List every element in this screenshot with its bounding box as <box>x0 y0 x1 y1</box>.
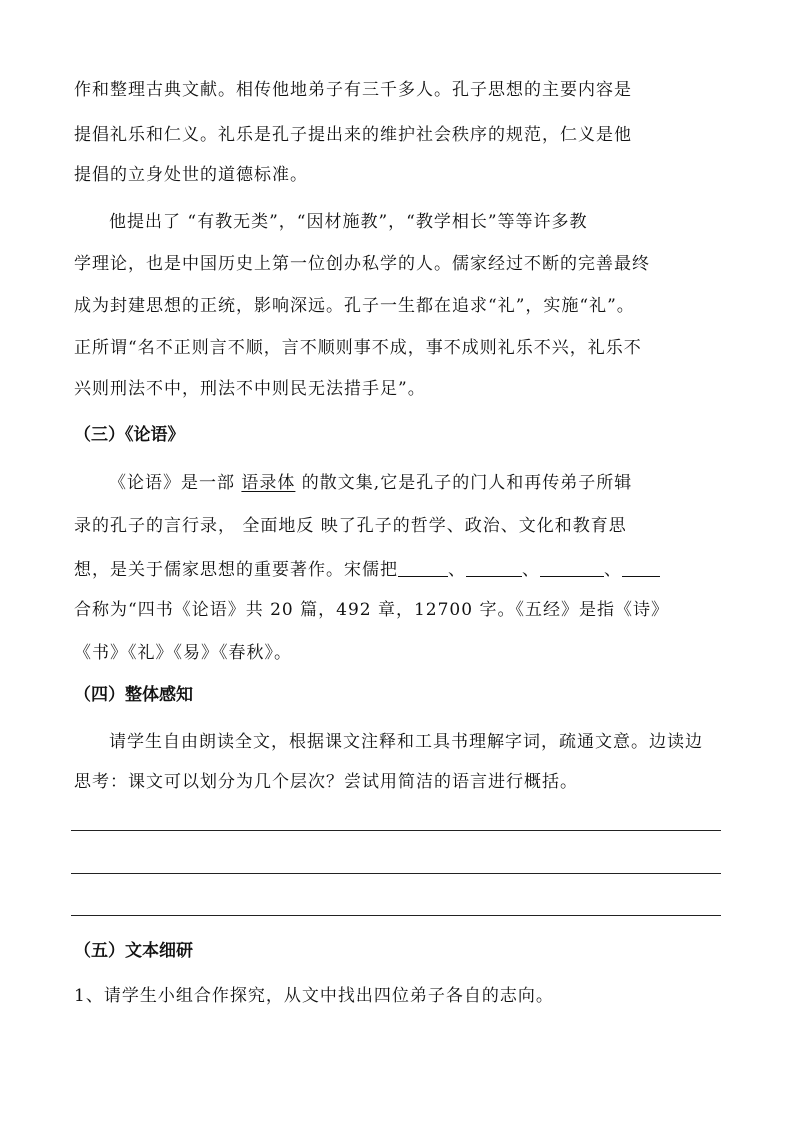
paragraph-line: 《书》《礼》《易》《春秋》。 <box>74 643 292 663</box>
answer-line[interactable] <box>71 915 721 916</box>
paragraph-line: 学理论，也是中国历史上第一位创办私学的人。儒家经过不断的完善最终 <box>74 254 650 274</box>
fill-in-blank[interactable] <box>398 560 448 577</box>
underlined-term: 语录体 <box>241 473 296 493</box>
separator: 、 <box>604 560 622 580</box>
paragraph-line: 1、请学生小组合作探究，从文中找出四位弟子各自的志向。 <box>74 986 554 1006</box>
answer-line[interactable] <box>71 873 721 874</box>
paragraph-line <box>74 558 660 582</box>
text-fragment: 《论语》是一部 <box>109 473 242 493</box>
section-heading: （四）整体感知 <box>74 685 193 705</box>
paragraph-line: 他提出了 “有教无类”，“因材施教”，“教学相长”等等许多教 <box>109 212 588 232</box>
paragraph-line: 兴则刑法不中，刑法不中则民无法措手足”。 <box>74 379 426 399</box>
section-heading: （三）《论语》 <box>74 425 185 445</box>
paragraph-line: 请学生自由朗读全文，根据课文注释和工具书理解字词，疏通文意。边读边 <box>109 732 703 752</box>
paragraph-line: 作和整理古典文献。相传他地弟子有三千多人。孔子思想的主要内容是 <box>74 80 632 100</box>
paragraph-line: 录的孔子的言行录， 全面地反 映了孔子的哲学、政治、文化和教育思 <box>74 516 627 536</box>
text-fragment: 的散文集,它是孔子的门人和再传弟子所辑 <box>295 473 633 493</box>
paragraph-line: 提倡的立身处世的道德标准。 <box>74 165 308 185</box>
paragraph-line <box>109 471 632 495</box>
paragraph-line: 正所谓“名不正则言不顺，言不顺则事不成，事不成则礼乐不兴，礼乐不 <box>74 338 642 358</box>
answer-line[interactable] <box>71 830 721 831</box>
paragraph-line: 成为封建思想的正统，影响深远。孔子一生都在追求“礼”，实施“礼”。 <box>74 296 635 316</box>
paragraph-line: 思考：课文可以划分为几个层次？尝试用简洁的语言进行概括。 <box>74 772 578 792</box>
paragraph-line: 合称为“四书《论语》共 20 篇，492 章，12700 字。《五经》是指《诗》 <box>74 600 669 620</box>
section-heading: （五）文本细研 <box>74 941 193 961</box>
fill-in-blank[interactable] <box>540 560 604 577</box>
separator: 、 <box>448 560 466 580</box>
paragraph-line: 提倡礼乐和仁义。礼乐是孔子提出来的维护社会秩序的规范，仁义是他 <box>74 125 632 145</box>
fill-in-blank[interactable] <box>466 560 522 577</box>
separator: 、 <box>522 560 540 580</box>
fill-in-blank[interactable] <box>622 560 660 577</box>
text-fragment: 想，是关于儒家思想的重要著作。宋儒把 <box>74 560 398 580</box>
